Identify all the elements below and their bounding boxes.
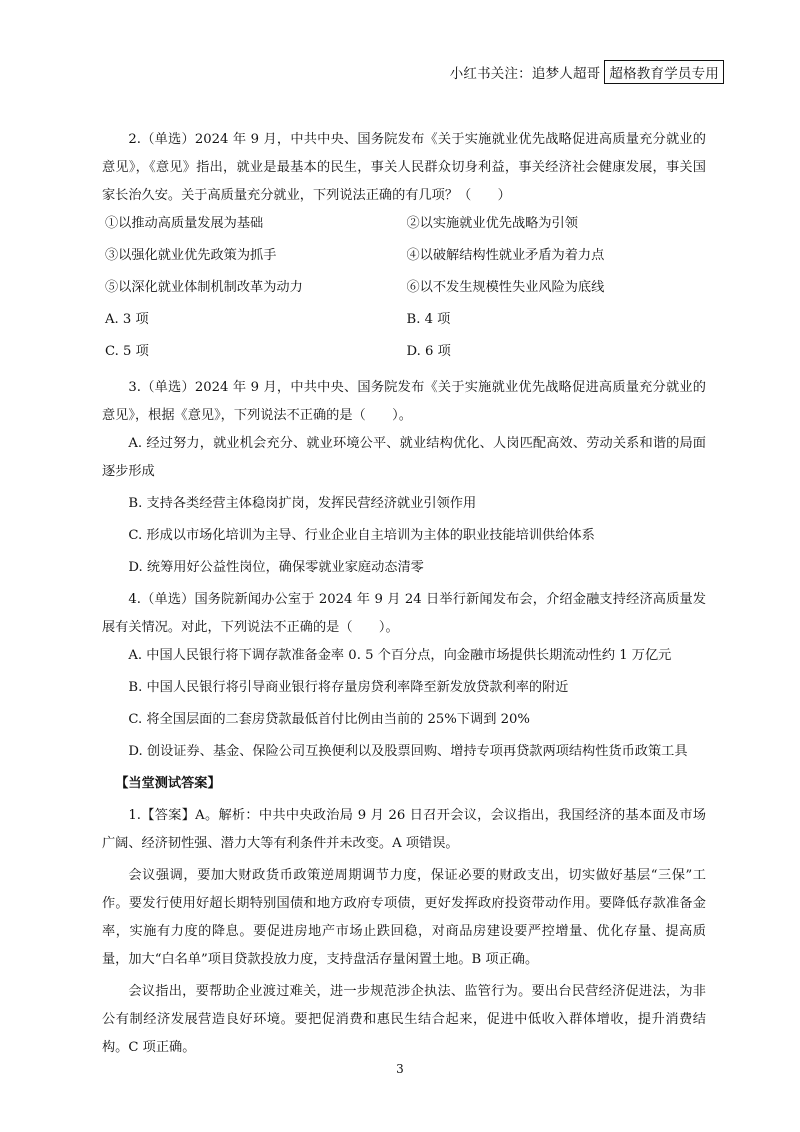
option-c: C. 5 项 [105,344,149,359]
answer-paragraph: 1.【答案】A。解析：中共中央政治局 9 月 26 日召开会议，会议指出，我国经济的基本面及市场广阔、经济韧性强、潜力大等有利条件并未改变。A 项错误。 [102,808,706,851]
answers-title: 【当堂测试答案】 [115,776,221,791]
page-content [102,126,706,1066]
header-tag: 超格教育学员专用 [604,60,724,84]
answer-paragraph: 会议指出，要帮助企业渡过难关，进一步规范涉企执法、监管行为。要出台民营经济促进法，为非公有制经济发展营造良好环境。要把促消费和惠民生结合起来，促进中低收入群体增收，提升消费结构。C 项正确。 [102,984,706,1055]
option-a: A. 中国人民银行将下调存款准备金率 0. 5 个百分点，向金融市场提供长期流动性约 1 万亿元 [128,648,672,663]
option-a: A. 经过努力，就业机会充分、就业环境公平、就业结构优化、人岗匹配高效、劳动关系和谐的局面逐步形成 [102,436,706,479]
statement-item: ②以实施就业优先战略为引领 [406,216,578,231]
question-3 [102,374,706,582]
statement-grid [103,210,706,370]
answer-paragraph: 会议强调，要加大财政货币政策逆周期调节力度，保证必要的财政支出，切实做好基层“三保”工作。要发行使用好超长期特别国债和地方政府专项债，更好发挥政府投资带动作用。要降低存款准备金率，实施有力度的降息。要促进房地产市场止跌回稳，对商品房建设要严控增量、优化存量、提高质量，加大“白名单”项目贷款投放力度，支持盘活存量闲置土地。B 项正确。 [102,868,706,967]
option-c: C. 形成以市场化培训为主导、行业企业自主培训为主体的职业技能培训供给体系 [128,528,595,543]
option-d: D. 统筹用好公益性岗位，确保零就业家庭动态清零 [128,560,424,575]
page-header [450,60,724,84]
option-d: D. 创设证券、基金、保险公司互换便利以及股票回购、增持专项再贷款两项结构性货币政策工具 [128,744,688,759]
option-a: A. 3 项 [105,312,149,327]
option-b: B. 4 项 [406,312,451,327]
question-stem: 4.（单选）国务院新闻办公室于 2024 年 9 月 24 日举行新闻发布会，介绍金融支持经济高质量发展有关情况。对此，下列说法不正确的是（ ）。 [102,592,706,635]
statement-item: ①以推动高质量发展为基础 [105,216,264,231]
statement-item: ⑥以不发生规模性失业风险为底线 [406,280,605,295]
question-2 [102,126,706,370]
statement-item: ④以破解结构性就业矛盾为着力点 [406,248,605,263]
header-text: 小红书关注：追梦人超哥 [449,66,601,82]
page-number: 3 [396,1062,404,1076]
question-4 [102,586,706,766]
question-stem: 3.（单选）2024 年 9 月，中共中央、国务院发布《关于实施就业优先战略促进高质量充分就业的意见》，根据《意见》，下列说法不正确的是（ ）。 [102,380,706,423]
option-c: C. 将全国层面的二套房贷款最低首付比例由当前的 25%下调到 20% [128,712,530,727]
question-stem: 2.（单选）2024 年 9 月，中共中央、国务院发布《关于实施就业优先战略促进高质量充分就业的意见》，《意见》指出，就业是最基本的民生，事关人民群众切身利益，事关经济社会健康发展，事关国家长治久安。关于高质量充分就业，下列说法正确的有几项？（ ） [102,132,706,203]
option-b: B. 中国人民银行将引导商业银行将存量房贷利率降至新发放贷款利率的附近 [128,680,569,695]
option-b: B. 支持各类经营主体稳岗扩岗，发挥民营经济就业引领作用 [128,496,477,511]
statement-item: ⑤以深化就业体制机制改革为动力 [105,280,303,295]
statement-item: ③以强化就业优先政策为抓手 [105,248,277,263]
option-d: D. 6 项 [406,344,451,359]
